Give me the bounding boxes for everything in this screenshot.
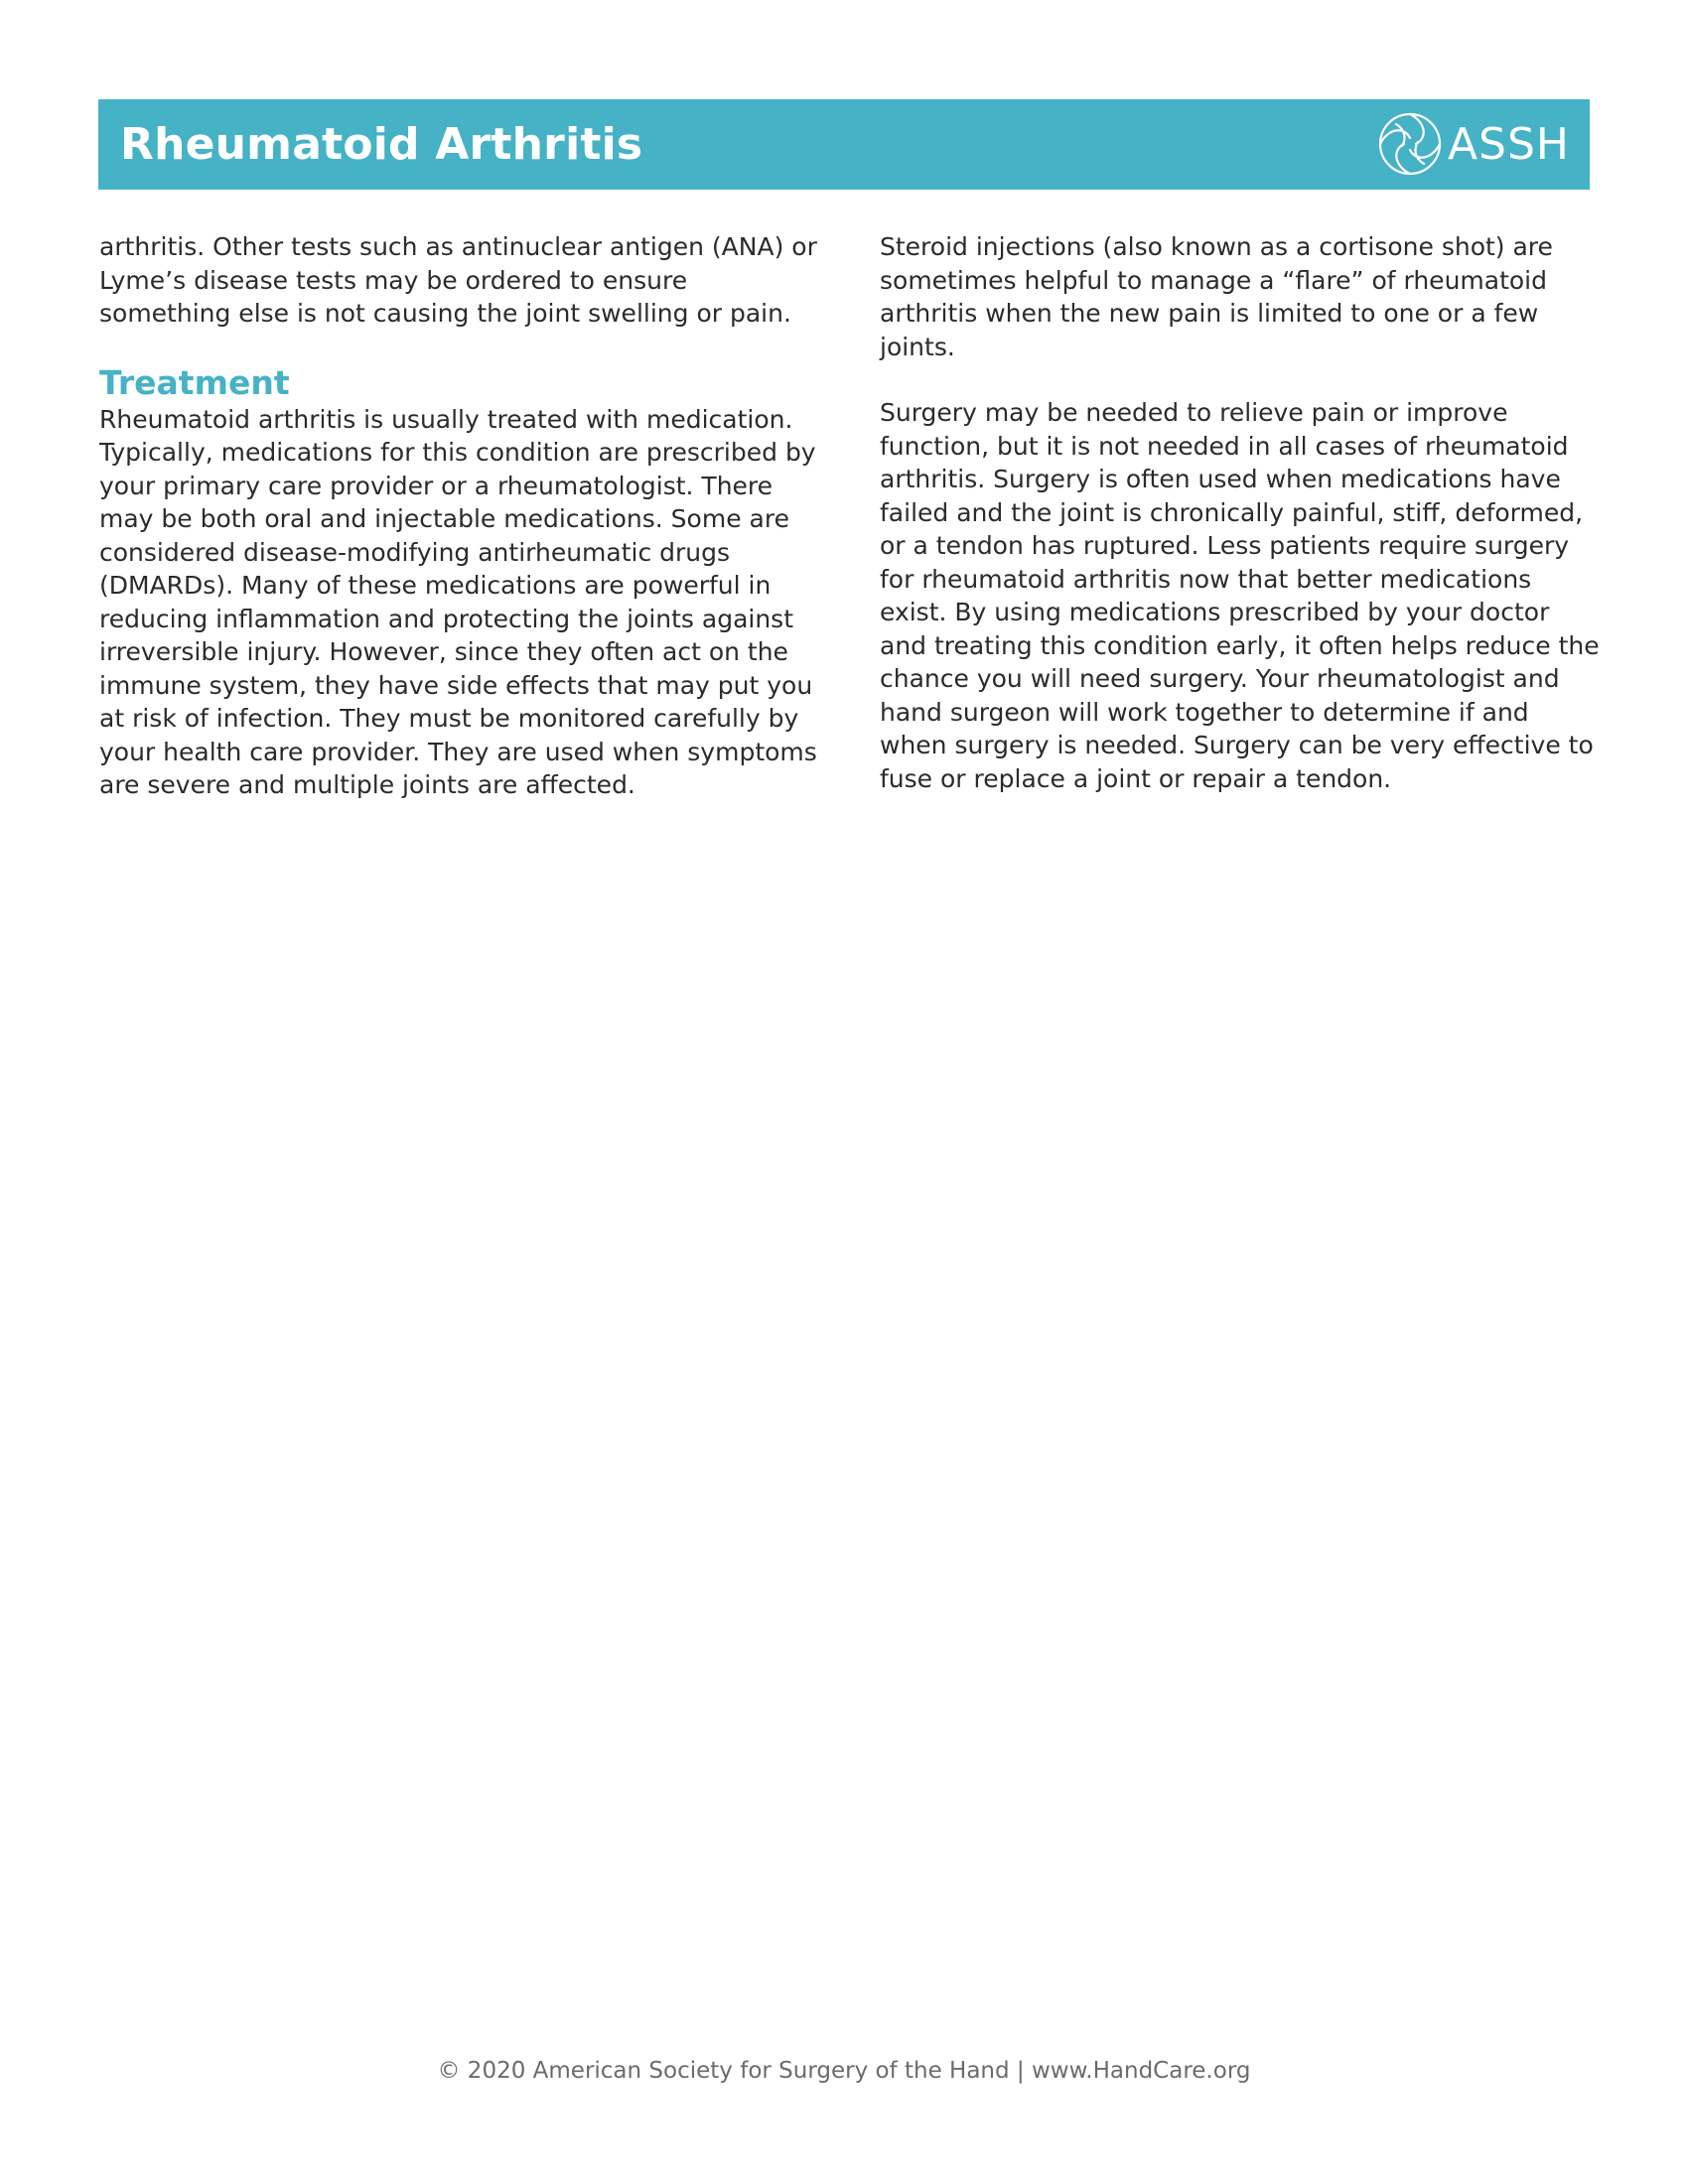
- steroid-paragraph: Steroid injections (also known as a cortisone shot) are sometimes helpful to manage a “flare” of rheumatoid arthritis when the new pain is limited to one or a few joints.: [880, 232, 1553, 361]
- logo-text: ASSH: [1447, 118, 1570, 170]
- intro-paragraph: arthritis. Other tests such as antinuclear antigen (ANA) or Lyme’s disease tests may be ordered to ensure something else is not causing the joint swelling or pain.: [99, 232, 817, 328]
- paragraph-gap: [99, 331, 819, 363]
- page-title: Rheumatoid Arthritis: [120, 119, 643, 170]
- surgery-paragraph: Surgery may be needed to relieve pain or improve function, but it is not needed in all cases of rheumatoid arthritis. Surgery is often used when medications have failed and the joint is chronically painful, stiff, deformed, or a tendon has ruptured. Less patients require surgery for rheumatoid arthritis now that better medications exist. By using medications prescribed by your doctor and treating this condition early, it often helps reduce the chance you will need surgery. Your rheumatologist and hand surgeon will work together to determine if and when surgery is needed. Surgery can be very effective to fuse or replace a joint or repair a tendon.: [880, 398, 1600, 793]
- left-column: [99, 230, 819, 802]
- paragraph-gap: [880, 363, 1600, 396]
- right-column: [880, 230, 1600, 795]
- assh-swirl-icon: [1376, 110, 1444, 178]
- treatment-heading: Treatment: [99, 362, 290, 402]
- footer-copyright: © 2020 American Society for Surgery of the Hand | www.HandCare.org: [437, 2058, 1251, 2084]
- treatment-paragraph: Rheumatoid arthritis is usually treated with medication. Typically, medications for this condition are prescribed by your primary care provider or a rheumatologist. There may be both oral and injectable medications. Some are considered disease-modifying antirheumatic drugs (DMARDs). Many of these medications are powerful in reducing inflammation and protecting the joints against irreversible injury. However, since they often act on the immune system, they have side effects that may put you at risk of infection. They must be monitored carefully by your health care provider. They are used when symptoms are severe and multiple joints are affected.: [99, 404, 817, 799]
- header-bar: [98, 99, 1590, 190]
- assh-logo: [1376, 109, 1570, 179]
